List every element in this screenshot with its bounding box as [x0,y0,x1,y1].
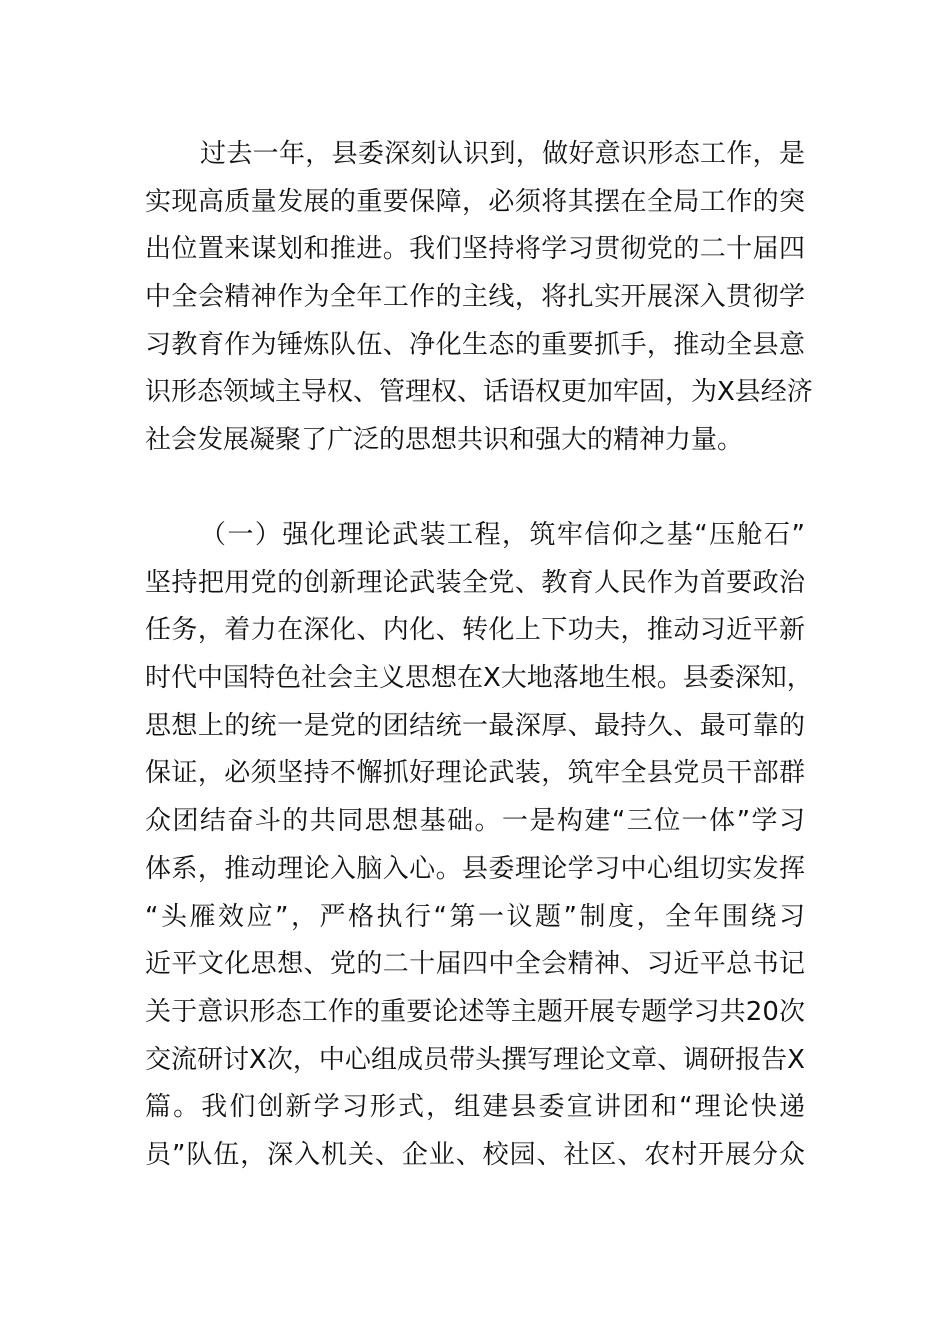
text-line: “头雁效应”，严格执行“第一议题”制度，全年围绕习 [145,901,805,932]
text-line: （一）强化理论武装工程，筑牢信仰之基“压舱石” [200,520,805,550]
text-line: 过去一年，县委深刻认识到，做好意识形态工作，是 [200,139,805,169]
text-line: 近平文化思想、党的二十届四中全会精神、习近平总书记 [145,949,805,980]
text-line: 保证，必须坚持不懈抓好理论武装，筑牢全县党员干部群 [145,758,805,789]
text-line: 社会发展凝聚了广泛的思想共识和强大的精神力量。 [145,425,744,456]
text-line: 思想上的统一是党的团结统一最深厚、最持久、最可靠的 [145,710,805,741]
text-line: 体系，推动理论入脑入心。县委理论学习中心组切实发挥 [145,853,805,884]
text-line: 习教育作为锤炼队伍、净化生态的重要抓手，推动全县意 [145,329,805,360]
text-line: 时代中国特色社会主义思想在X大地落地生根。县委深知， [145,663,813,694]
text-line: 交流研讨X次，中心组成员带头撰写理论文章、调研报告X [145,1044,805,1075]
text-line: 实现高质量发展的重要保障，必须将其摆在全局工作的突 [145,186,805,217]
text-line: 任务，着力在深化、内化、转化上下功夫，推动习近平新 [145,615,805,646]
text-line: 中全会精神作为全年工作的主线，将扎实开展深入贯彻学 [145,282,805,313]
text-line: 篇。我们创新学习形式，组建县委宣讲团和“理论快递 [145,1092,805,1123]
text-line: 坚持把用党的创新理论武装全党、教育人民作为首要政治 [145,567,805,598]
paragraph-intro [145,131,813,465]
text-line: 识形态领域主导权、管理权、话语权更加牢固，为X县经济 [145,377,813,408]
text-line: 关于意识形态工作的重要论述等主题开展专题学习共20次 [145,996,805,1027]
text-line: 员”队伍，深入机关、企业、校园、社区、农村开展分众 [145,1139,805,1170]
text-line: 众团结奋斗的共同思想基础。一是构建“三位一体”学习 [145,806,805,837]
paragraph-section-1 [145,512,813,1180]
text-line: 出位置来谋划和推进。我们坚持将学习贯彻党的二十届四 [145,234,805,265]
